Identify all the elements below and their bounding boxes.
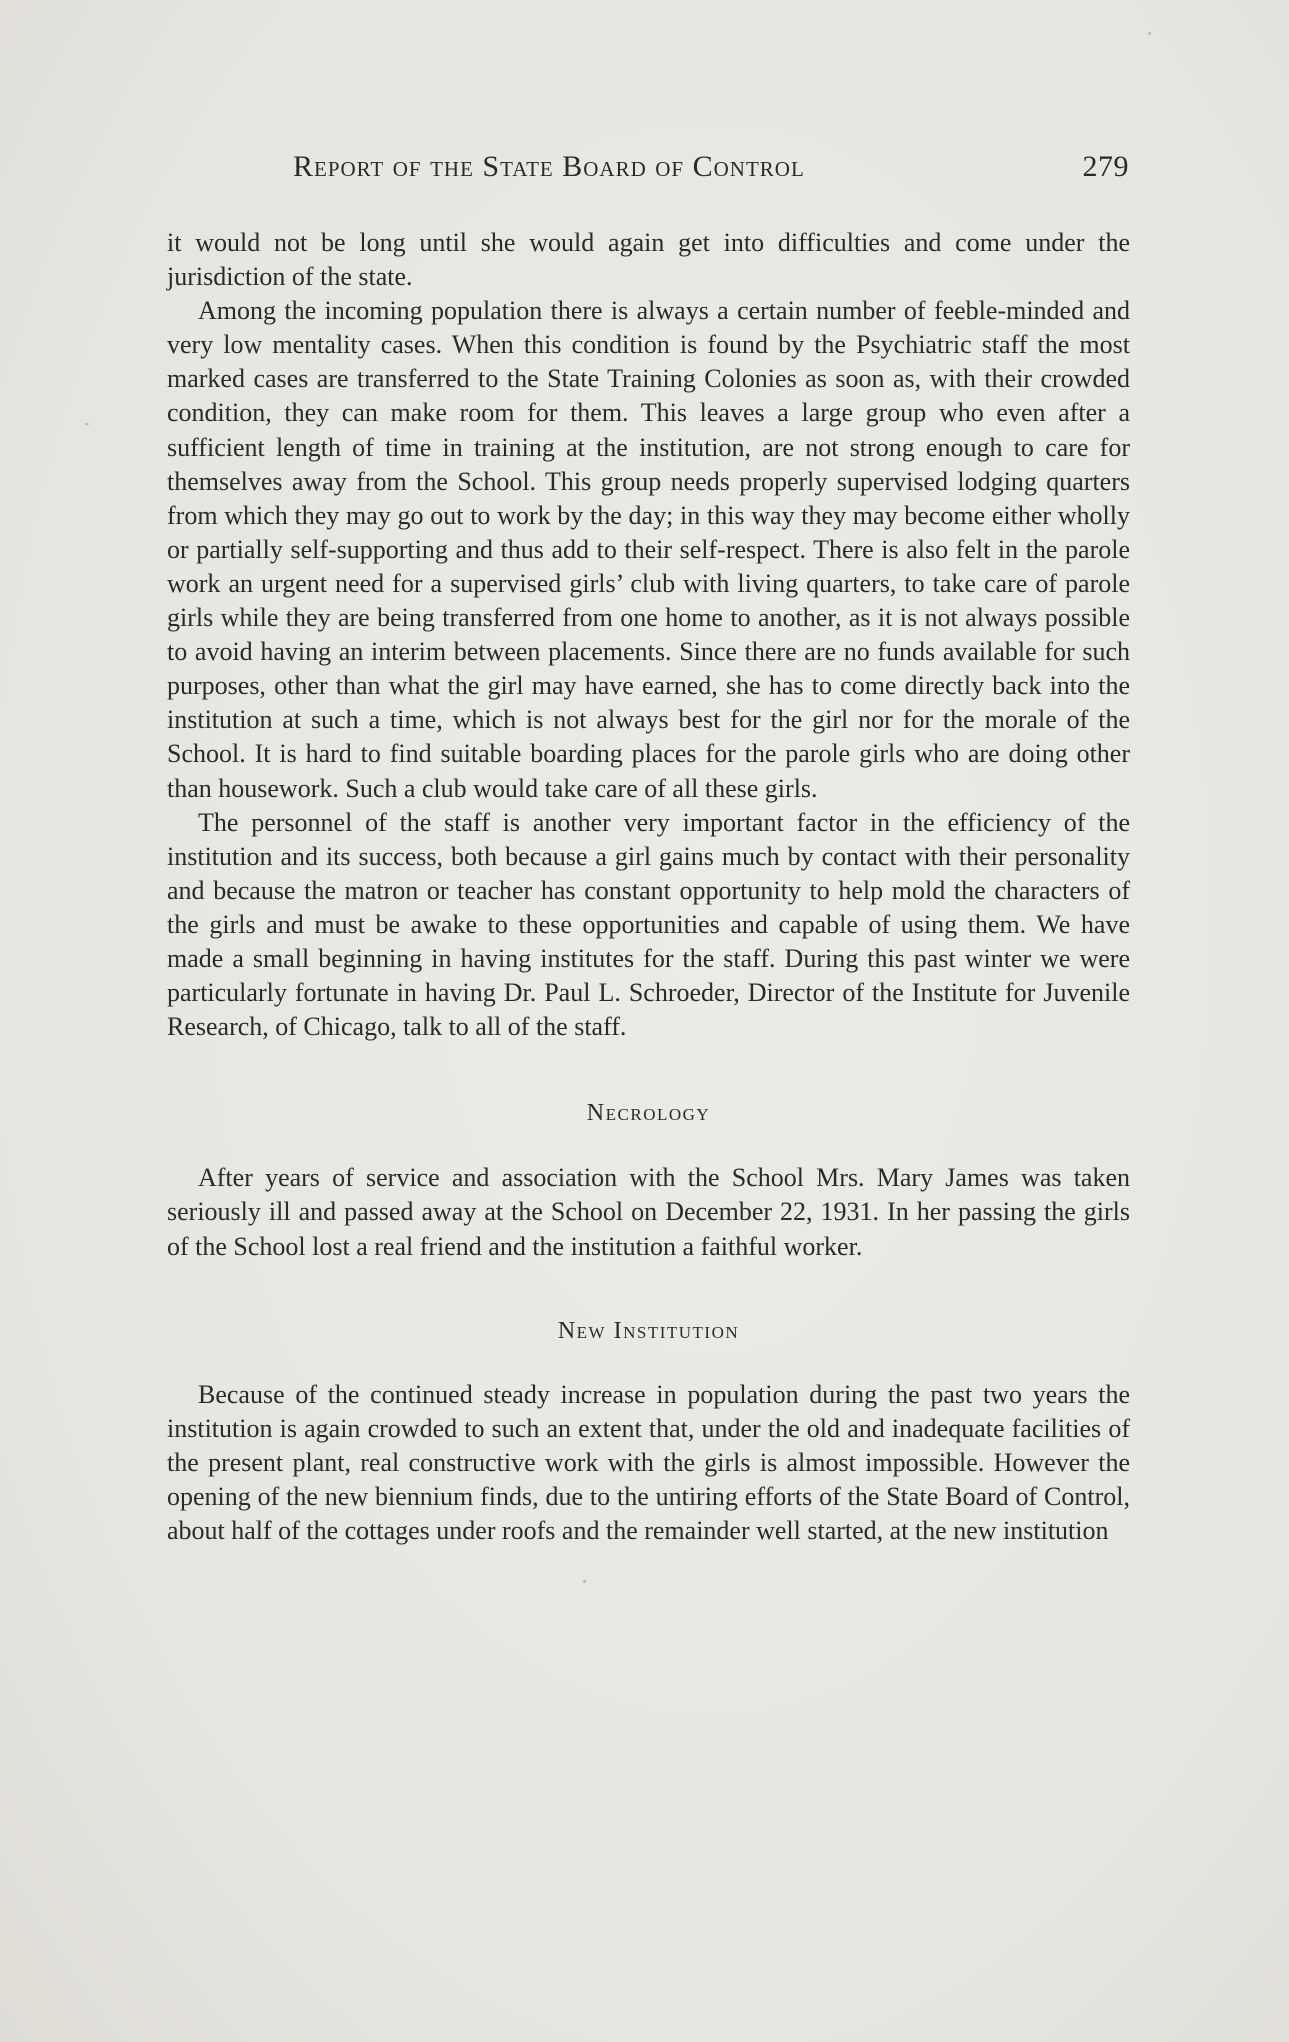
section-heading-new-institution: New Institution (557, 1317, 740, 1344)
paragraph-continuation: it would not be long until she would again get into difficulties and come under the jurisdiction of the state. (167, 228, 1130, 292)
body-text (167, 226, 1130, 1548)
paragraph-new-institution: Because of the continued steady increase in population during the past two years the institution is again crowded to such an extent that, under the old and inadequate facilities of the present plant, real constructive work with the girls is almost impossible. However the opening of the new biennium finds, due to the untiring efforts of the State Board of Control, about half of the cottages under roofs and the remainder well started, at the new institution (167, 1379, 1130, 1546)
paragraph-staff-personnel: The personnel of the staff is another very important factor in the efficiency of the institution and its success, both because a girl gains much by contact with their personality and because the matron or teacher has constant opportunity to help mold the characters of the girls and must be awake to these opportunities and capable of using them. We have made a small beginning in having institutes for the staff. During this past winter we were particularly fortunate in having Dr. Paul L. Schroeder, Director of the Institute for Juvenile Research, of Chicago, talk to all of the staff. (167, 807, 1130, 1042)
section-heading-necrology: Necrology (586, 1100, 711, 1127)
page-header (293, 150, 1129, 190)
page-number: 279 (1082, 150, 1129, 183)
paragraph-necrology: After years of service and association with the School Mrs. Mary James was taken seriously ill and passed away at the School on December 22, 1931. In her passing the girls of the School lost a real friend and the institution a faithful worker. (167, 1163, 1130, 1261)
paragraph-incoming-population: Among the incoming population there is always a certain number of feeble-minded and very low mentality cases. When this condition is found by the Psychiatric staff the most marked cases are transferred to the State Training Colonies as soon as, with their crowded condition, they can make room for them. This leaves a large group who even after a sufficient length of time in training at the institution, are not strong enough to care for themselves away from the School. This group needs properly supervised lodging quarters from which they may go out to work by the day; in this way they may become either wholly or partially self-supporting and thus add to their self-respect. There is also felt in the parole work an urgent need for a supervised girls’ club with living quarters, to take care of parole girls while they are being transferred from one home to another, as it is not always possible to avoid having an interim between placements. Since there are no funds available for such purposes, other than what the girl may have earned, she has to come directly back into the institution at such a time, which is not always best for the girl nor for the morale of the School. It is hard to find suitable boarding places for the parole girls who are doing other than housework. Such a club would take care of all these girls. (167, 296, 1130, 803)
paper-speck (85, 423, 89, 425)
paper-speck (583, 1580, 586, 1583)
running-title: Report of the State Board of Control (293, 150, 805, 183)
paper-speck (1148, 32, 1151, 35)
